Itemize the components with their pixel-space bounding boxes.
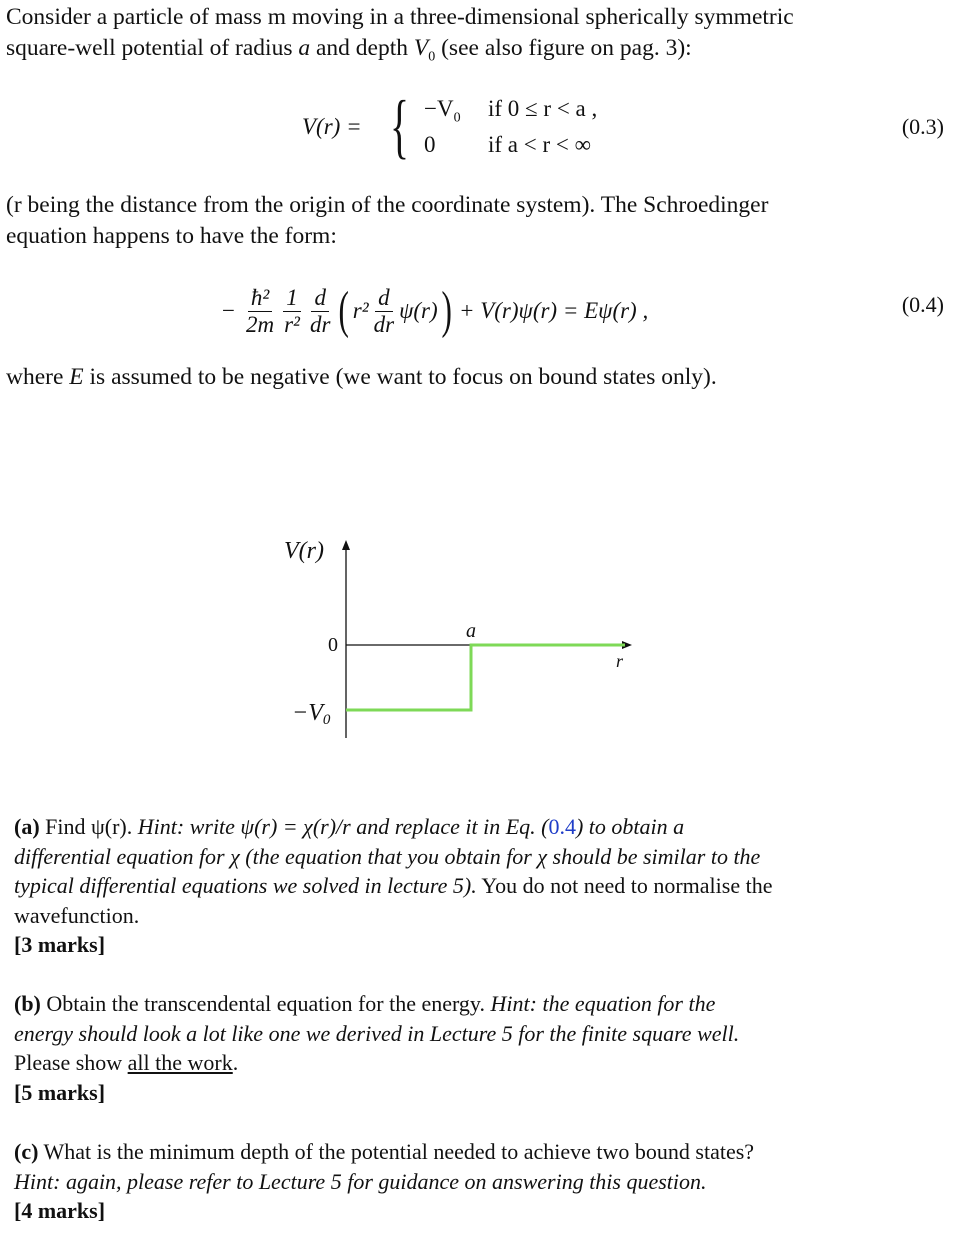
eq04-right-paren: ) (441, 282, 452, 339)
question-a-line-2: differential equation for χ (the equation that you obtain for χ should be similar to the (14, 843, 761, 869)
a-label: a (466, 620, 476, 642)
middle-paragraph (6, 190, 942, 252)
eq04-psi: ψ(r) (399, 298, 438, 323)
eq03-lhs: V(r) = (302, 114, 362, 139)
intro-line-1: Consider a particle of mass m moving in a three-dimensional spherically symmetric (6, 4, 794, 30)
middle-line-1: (r being the distance from the origin of the coordinate system). The Schroedinger (6, 192, 769, 218)
after-paragraph: where E is assumed to be negative (we want to focus on bound states only). (6, 364, 717, 390)
eq04-minus: − (222, 298, 235, 323)
eq03-case2-value: 0 (424, 132, 436, 157)
eq03-case1-value: $-V_0$ (424, 96, 461, 126)
question-a-line-4: wavefunction. (14, 902, 140, 928)
equation-number-0-4: (0.4) (901, 292, 944, 317)
y-axis-arrow (342, 540, 350, 550)
question-b-line-1: (b) Obtain the transcendental equation for the energy. Hint: the equation for the (14, 991, 716, 1016)
question-b-line-3: Please show all the work. (14, 1050, 239, 1075)
equation-0-4 (222, 276, 782, 346)
equation-reference-link[interactable]: 0.4 (548, 814, 576, 839)
eq04-d-dr-fraction: $\frac{d}{dr}$ (309, 284, 331, 337)
eq04-inner-d-dr-fraction: $\frac{d}{dr}$ (373, 284, 395, 337)
question-c-marks: [4 marks] (14, 1198, 106, 1223)
eq03-case2-condition: if a < r < ∞ (488, 132, 592, 157)
eq03-case1-condition: if 0 ≤ r < a , (488, 96, 598, 121)
eq04-left-paren: ( (338, 282, 350, 339)
equation-number-0-3: (0.3) (901, 114, 944, 139)
zero-label: 0 (328, 634, 338, 656)
eq04-inv-r2-fraction: $\frac{1}{\text{r²}}$ (284, 284, 300, 337)
question-c (14, 1137, 914, 1226)
question-a-marks: [3 marks] (14, 932, 106, 957)
question-a (14, 812, 914, 960)
intro-line-2: square-well potential of radius a and depth $V_0$ (see also figure on pag. 3): (6, 35, 692, 65)
eq04-r-squared: r² (352, 298, 369, 323)
question-a-line-1: (a) Find ψ(r). Hint: write ψ(r) = χ(r)/r and replace it in Eq. (0.4) to obtain a (14, 814, 685, 839)
minus-v0-label: −V0 (292, 700, 331, 728)
equation-0-3 (302, 86, 662, 166)
question-b (14, 989, 914, 1107)
question-a-line-3: typical differential equations we solved in lecture 5). You do not need to normalise the (14, 873, 773, 898)
potential-well-line (346, 645, 625, 710)
y-axis-label: V(r) (284, 538, 324, 564)
eq04-rest: + V(r)ψ(r) = Eψ(r) , (458, 298, 649, 323)
question-b-marks: [5 marks] (14, 1079, 106, 1105)
question-c-line-1: (c) What is the minimum depth of the potential needed to achieve two bound states? (14, 1139, 755, 1164)
middle-line-2: equation happens to have the form: (6, 223, 337, 249)
question-c-line-2: Hint: again, please refer to Lecture 5 for guidance on answering this question. (14, 1168, 707, 1194)
intro-paragraph (6, 2, 942, 73)
potential-figure (270, 520, 670, 750)
question-b-line-2: energy should look a lot like one we derived in Lecture 5 for the finite square well. (14, 1020, 740, 1046)
x-axis-label: r (616, 651, 624, 671)
eq03-brace: { (390, 86, 410, 166)
eq04-hbar-fraction: $\frac{\text{ħ²}}{2m}$ (245, 284, 275, 337)
